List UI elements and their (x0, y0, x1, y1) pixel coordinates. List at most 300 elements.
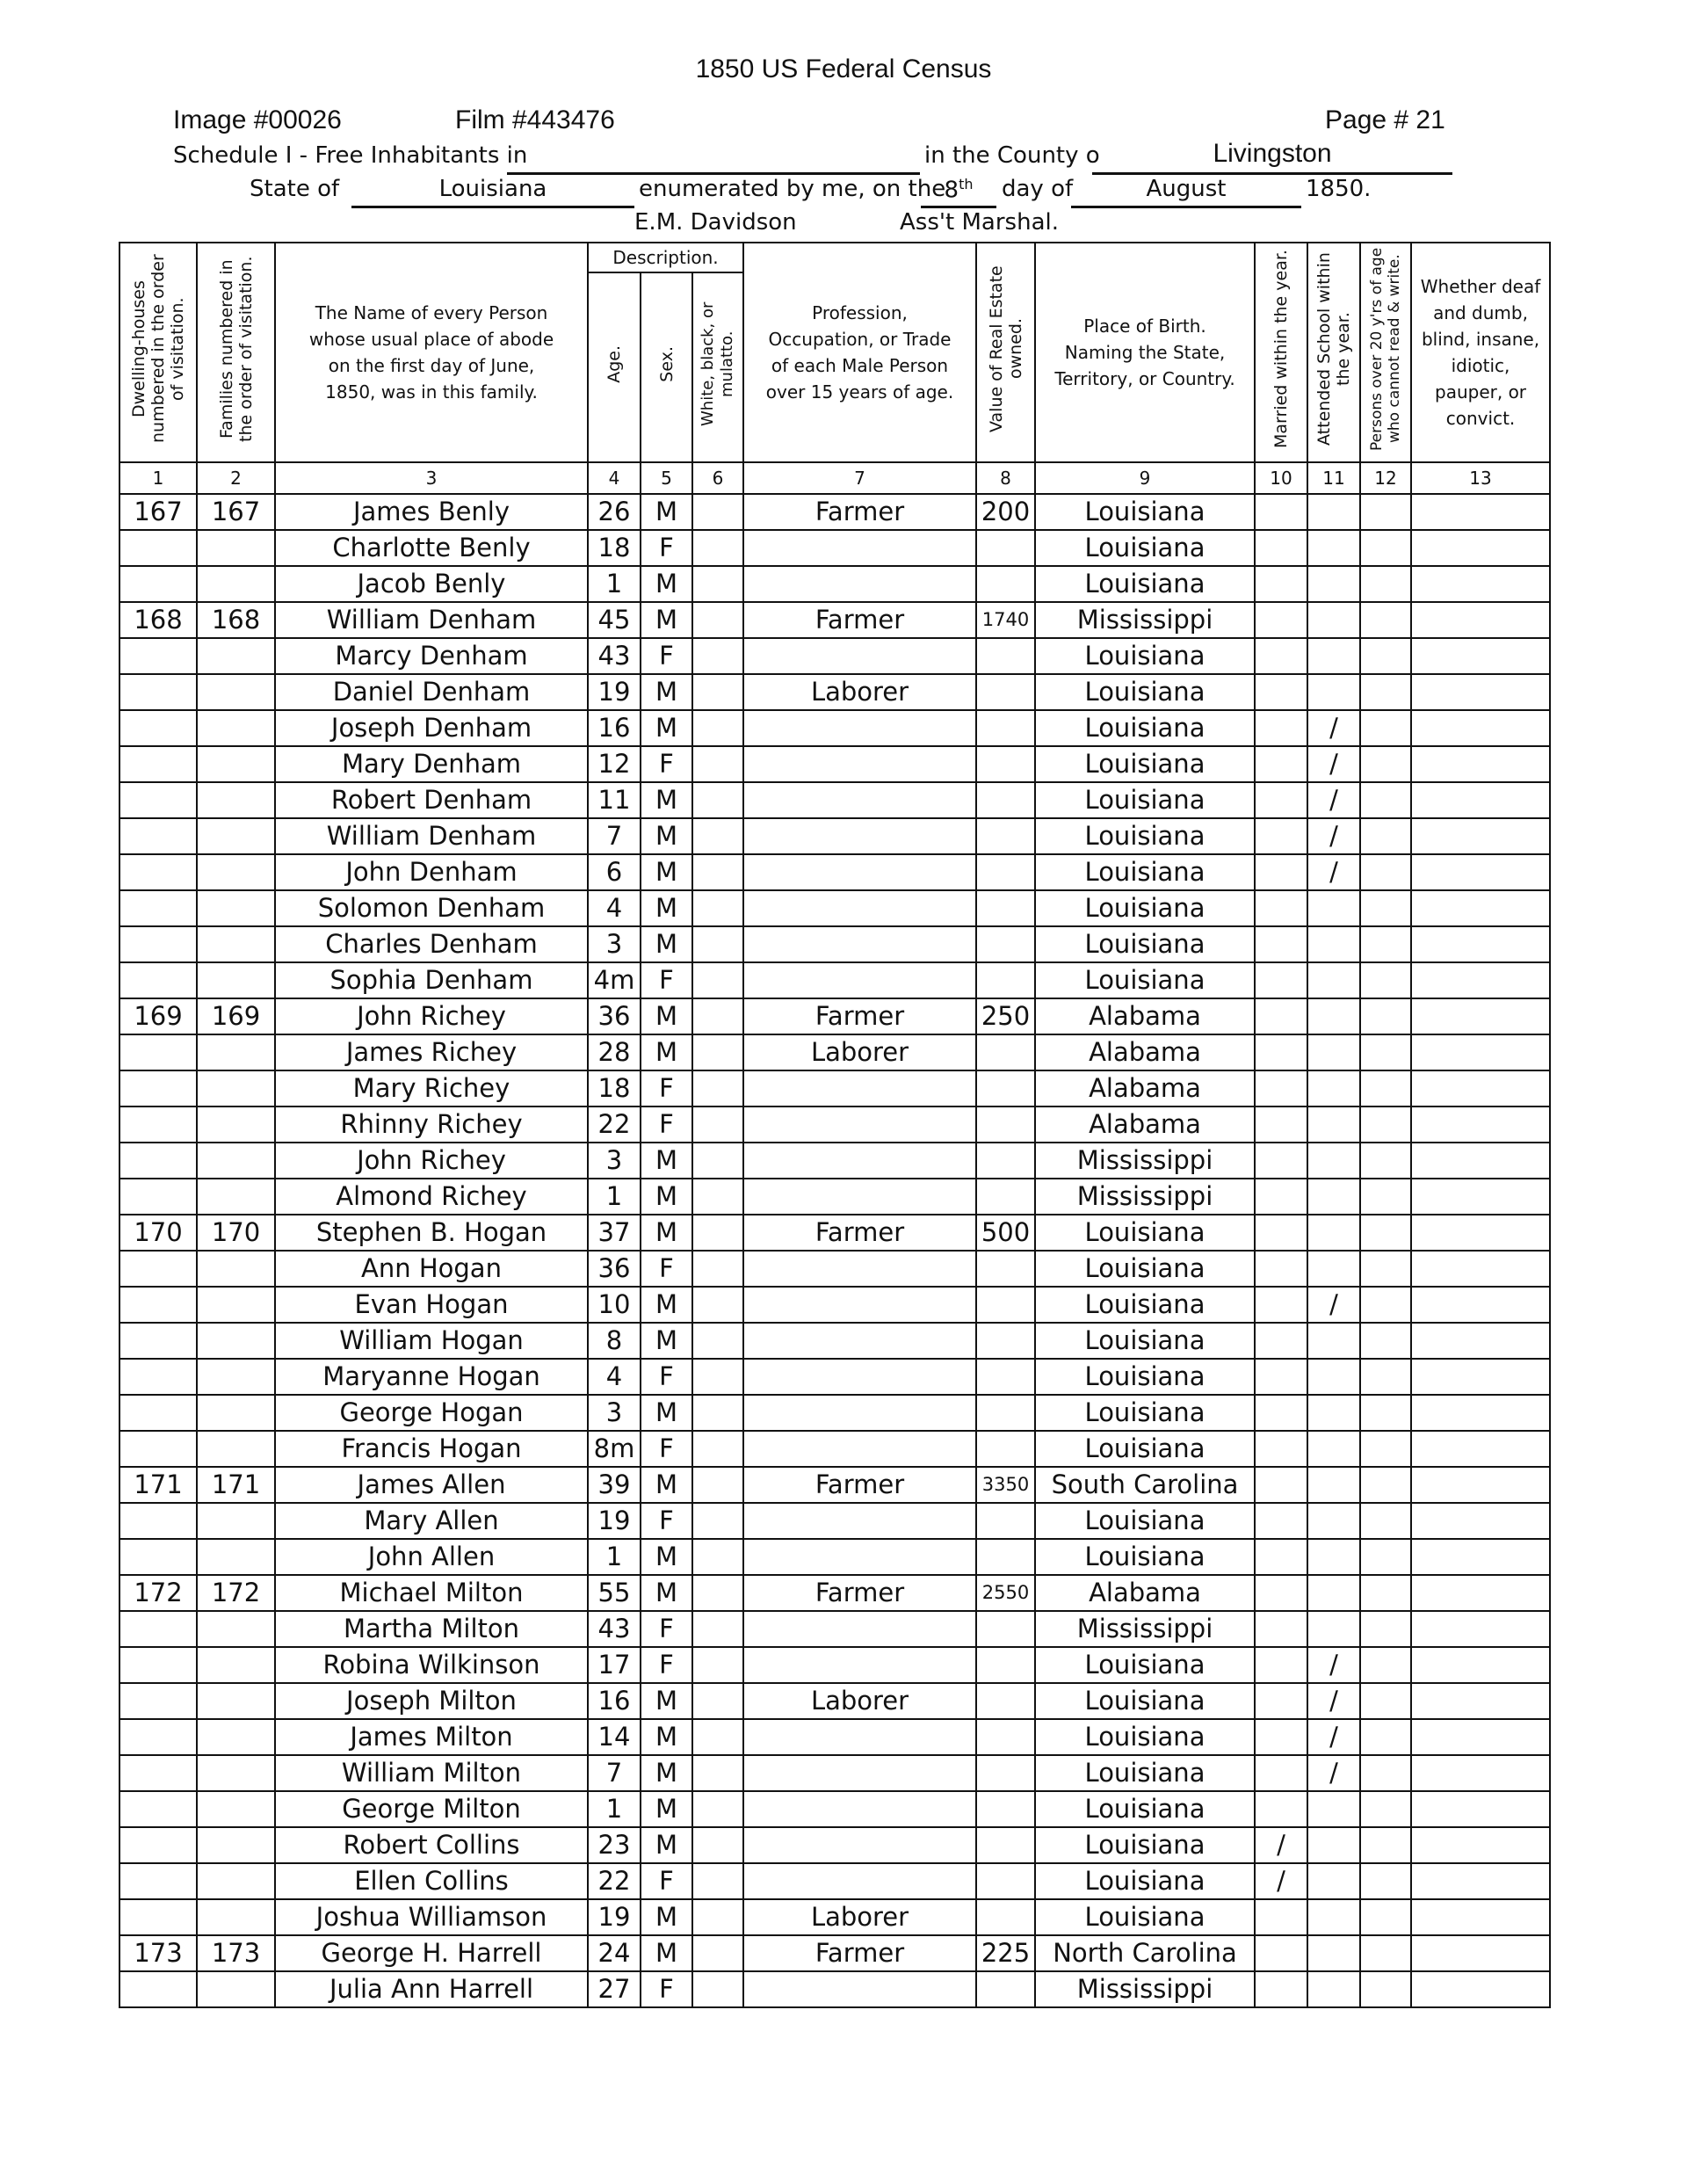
dwelling-number (119, 1251, 197, 1287)
person-color (692, 1431, 743, 1467)
family-number: 170 (197, 1215, 275, 1251)
dwelling-number (119, 1143, 197, 1179)
birthplace: Mississippi (1035, 1179, 1255, 1215)
dwelling-number (119, 1359, 197, 1395)
dwelling-number (119, 962, 197, 998)
married-mark (1255, 854, 1307, 890)
infirmity-cell (1411, 602, 1550, 638)
family-number (197, 1971, 275, 2007)
illiterate-mark (1360, 1575, 1411, 1611)
school-mark (1307, 1034, 1360, 1070)
infirmity-cell (1411, 1287, 1550, 1323)
person-age: 37 (588, 1215, 641, 1251)
illiterate-mark (1360, 1179, 1411, 1215)
person-name: John Denham (275, 854, 588, 890)
real-estate-value: 225 (976, 1935, 1035, 1971)
person-age: 19 (588, 1503, 641, 1539)
family-number (197, 1287, 275, 1323)
person-occupation (743, 1359, 976, 1395)
person-occupation (743, 1431, 976, 1467)
school-mark (1307, 602, 1360, 638)
birthplace: Louisiana (1035, 674, 1255, 710)
infirmity-cell (1411, 1251, 1550, 1287)
school-mark: / (1307, 710, 1360, 746)
person-occupation: Farmer (743, 602, 976, 638)
real-estate-value (976, 782, 1035, 818)
table-row (119, 674, 1550, 710)
school-mark (1307, 962, 1360, 998)
illiterate-mark (1360, 1359, 1411, 1395)
married-mark (1255, 782, 1307, 818)
infirmity-cell (1411, 890, 1550, 926)
family-number (197, 1395, 275, 1431)
person-occupation (743, 1611, 976, 1647)
school-mark (1307, 1503, 1360, 1539)
film-number: Film #443476 (455, 105, 615, 134)
infirmity-cell (1411, 1179, 1550, 1215)
illiterate-mark (1360, 1034, 1411, 1070)
person-age: 26 (588, 494, 641, 530)
person-age: 1 (588, 1179, 641, 1215)
person-occupation (743, 1827, 976, 1863)
table-row (119, 494, 1550, 530)
person-color (692, 602, 743, 638)
school-mark (1307, 1539, 1360, 1575)
family-number: 169 (197, 998, 275, 1034)
person-age: 27 (588, 1971, 641, 2007)
dwelling-number (119, 530, 197, 566)
person-age: 16 (588, 710, 641, 746)
person-color (692, 1719, 743, 1755)
person-color (692, 1971, 743, 2007)
table-row (119, 602, 1550, 638)
person-name: Marcy Denham (275, 638, 588, 674)
married-mark (1255, 1323, 1307, 1359)
table-row (119, 1359, 1550, 1395)
person-name: William Denham (275, 818, 588, 854)
person-age: 14 (588, 1719, 641, 1755)
family-number (197, 1863, 275, 1899)
person-occupation (743, 1287, 976, 1323)
person-age: 7 (588, 1755, 641, 1791)
person-sex: F (641, 1070, 692, 1107)
table-row (119, 1575, 1550, 1611)
person-color (692, 1863, 743, 1899)
header-description: Description. (588, 243, 743, 272)
person-color (692, 1395, 743, 1431)
person-age: 1 (588, 1791, 641, 1827)
schedule-label: Schedule I - Free Inhabitants in (173, 142, 528, 169)
married-mark (1255, 1539, 1307, 1575)
state-underline (351, 206, 634, 208)
married-mark (1255, 746, 1307, 782)
dwelling-number (119, 566, 197, 602)
birthplace: Alabama (1035, 998, 1255, 1034)
illiterate-mark (1360, 854, 1411, 890)
table-row (119, 926, 1550, 962)
married-mark (1255, 1215, 1307, 1251)
person-sex: M (641, 1395, 692, 1431)
real-estate-value (976, 1971, 1035, 2007)
person-color (692, 710, 743, 746)
table-row (119, 854, 1550, 890)
header-age: Age. (588, 272, 641, 462)
person-name: James Allen (275, 1467, 588, 1503)
person-color (692, 890, 743, 926)
census-table (119, 242, 1551, 2008)
school-mark (1307, 1215, 1360, 1251)
person-color (692, 530, 743, 566)
real-estate-value: 1740 (976, 602, 1035, 638)
person-name: Ellen Collins (275, 1863, 588, 1899)
illiterate-mark (1360, 1791, 1411, 1827)
person-occupation: Laborer (743, 1899, 976, 1935)
column-number: 9 (1035, 462, 1255, 494)
person-color (692, 1899, 743, 1935)
document-title: 1850 US Federal Census (695, 54, 992, 83)
real-estate-value (976, 1503, 1035, 1539)
dwelling-number (119, 926, 197, 962)
family-number (197, 782, 275, 818)
married-mark (1255, 1935, 1307, 1971)
birthplace: Louisiana (1035, 1431, 1255, 1467)
school-mark (1307, 1827, 1360, 1863)
person-name: Michael Milton (275, 1575, 588, 1611)
birthplace: North Carolina (1035, 1935, 1255, 1971)
illiterate-mark (1360, 1719, 1411, 1755)
birthplace: Louisiana (1035, 1719, 1255, 1755)
person-name: Robina Wilkinson (275, 1647, 588, 1683)
year-label: 1850. (1306, 176, 1372, 202)
person-occupation (743, 1107, 976, 1143)
illiterate-mark (1360, 926, 1411, 962)
real-estate-value: 200 (976, 494, 1035, 530)
infirmity-cell (1411, 1719, 1550, 1755)
infirmity-cell (1411, 1899, 1550, 1935)
person-sex: M (641, 1287, 692, 1323)
person-name: George Hogan (275, 1395, 588, 1431)
person-sex: F (641, 1503, 692, 1539)
married-mark (1255, 1034, 1307, 1070)
married-mark (1255, 1431, 1307, 1467)
person-age: 39 (588, 1467, 641, 1503)
person-sex: M (641, 1899, 692, 1935)
person-age: 19 (588, 674, 641, 710)
person-age: 18 (588, 1070, 641, 1107)
birthplace: Alabama (1035, 1070, 1255, 1107)
dwelling-number: 169 (119, 998, 197, 1034)
birthplace: Louisiana (1035, 1323, 1255, 1359)
illiterate-mark (1360, 1431, 1411, 1467)
person-age: 23 (588, 1827, 641, 1863)
dwelling-number: 168 (119, 602, 197, 638)
person-age: 4 (588, 890, 641, 926)
person-sex: M (641, 890, 692, 926)
county-value: Livingston (1213, 139, 1332, 168)
married-mark (1255, 1503, 1307, 1539)
person-sex: F (641, 1251, 692, 1287)
school-mark (1307, 674, 1360, 710)
birthplace: Louisiana (1035, 854, 1255, 890)
dwelling-number (119, 1683, 197, 1719)
dwelling-number (119, 890, 197, 926)
person-sex: M (641, 782, 692, 818)
family-number (197, 746, 275, 782)
person-sex: M (641, 1755, 692, 1791)
infirmity-cell (1411, 1215, 1550, 1251)
real-estate-value (976, 746, 1035, 782)
school-mark (1307, 998, 1360, 1034)
illiterate-mark (1360, 638, 1411, 674)
person-occupation (743, 1755, 976, 1791)
person-color (692, 1143, 743, 1179)
illiterate-mark (1360, 818, 1411, 854)
dwelling-number (119, 1503, 197, 1539)
school-mark: / (1307, 854, 1360, 890)
family-number (197, 962, 275, 998)
person-color (692, 1323, 743, 1359)
header-family: Families numbered in the order of visitation. (197, 243, 275, 462)
school-mark (1307, 1251, 1360, 1287)
family-number (197, 1755, 275, 1791)
married-mark (1255, 1791, 1307, 1827)
illiterate-mark (1360, 1827, 1411, 1863)
illiterate-mark (1360, 1287, 1411, 1323)
township-blank (507, 172, 920, 175)
month-underline (1071, 206, 1301, 208)
infirmity-cell (1411, 1971, 1550, 2007)
person-name: James Benly (275, 494, 588, 530)
person-occupation (743, 1863, 976, 1899)
married-mark (1255, 1467, 1307, 1503)
family-number (197, 1719, 275, 1755)
illiterate-mark (1360, 782, 1411, 818)
birthplace: Louisiana (1035, 926, 1255, 962)
person-sex: M (641, 1683, 692, 1719)
dwelling-number (119, 746, 197, 782)
dwelling-number (119, 818, 197, 854)
person-color (692, 1647, 743, 1683)
infirmity-cell (1411, 1827, 1550, 1863)
school-mark: / (1307, 818, 1360, 854)
school-mark: / (1307, 746, 1360, 782)
person-sex: F (641, 962, 692, 998)
person-occupation (743, 530, 976, 566)
dwelling-number (119, 782, 197, 818)
person-sex: F (641, 746, 692, 782)
person-occupation: Farmer (743, 494, 976, 530)
school-mark (1307, 1899, 1360, 1935)
birthplace: Louisiana (1035, 638, 1255, 674)
dwelling-number (119, 1791, 197, 1827)
person-age: 22 (588, 1863, 641, 1899)
married-mark (1255, 1070, 1307, 1107)
person-sex: M (641, 1467, 692, 1503)
person-sex: M (641, 1034, 692, 1070)
married-mark (1255, 1575, 1307, 1611)
infirmity-cell (1411, 782, 1550, 818)
table-row (119, 1107, 1550, 1143)
person-name: James Milton (275, 1719, 588, 1755)
enumerated-label: enumerated by me, on the (639, 176, 946, 202)
person-occupation (743, 1251, 976, 1287)
birthplace: Louisiana (1035, 782, 1255, 818)
school-mark: / (1307, 1647, 1360, 1683)
table-row (119, 1431, 1550, 1467)
married-mark (1255, 566, 1307, 602)
dwelling-number (119, 1611, 197, 1647)
school-mark (1307, 1107, 1360, 1143)
header-school: Attended School within the year. (1307, 243, 1360, 462)
infirmity-cell (1411, 710, 1550, 746)
married-mark: / (1255, 1827, 1307, 1863)
family-number (197, 1070, 275, 1107)
real-estate-value (976, 926, 1035, 962)
person-sex: F (641, 1359, 692, 1395)
real-estate-value (976, 962, 1035, 998)
person-age: 43 (588, 1611, 641, 1647)
married-mark (1255, 674, 1307, 710)
married-mark (1255, 1719, 1307, 1755)
dwelling-number (119, 1539, 197, 1575)
school-mark: / (1307, 1719, 1360, 1755)
person-color (692, 674, 743, 710)
birthplace: Alabama (1035, 1575, 1255, 1611)
real-estate-value (976, 638, 1035, 674)
person-color (692, 962, 743, 998)
person-sex: M (641, 674, 692, 710)
infirmity-cell (1411, 1575, 1550, 1611)
header-real-estate: Value of Real Estate owned. (976, 243, 1035, 462)
family-number (197, 674, 275, 710)
infirmity-cell (1411, 746, 1550, 782)
real-estate-value (976, 1287, 1035, 1323)
table-row (119, 1287, 1550, 1323)
infirmity-cell (1411, 1070, 1550, 1107)
infirmity-cell (1411, 1034, 1550, 1070)
person-name: John Allen (275, 1539, 588, 1575)
person-age: 24 (588, 1935, 641, 1971)
family-number (197, 1503, 275, 1539)
school-mark: / (1307, 1683, 1360, 1719)
infirmity-cell (1411, 998, 1550, 1034)
person-occupation: Laborer (743, 1683, 976, 1719)
real-estate-value (976, 1070, 1035, 1107)
illiterate-mark (1360, 494, 1411, 530)
school-mark (1307, 890, 1360, 926)
person-name: William Denham (275, 602, 588, 638)
person-name: Joshua Williamson (275, 1899, 588, 1935)
person-sex: F (641, 530, 692, 566)
dwelling-number (119, 1719, 197, 1755)
married-mark (1255, 1179, 1307, 1215)
column-number: 8 (976, 462, 1035, 494)
infirmity-cell (1411, 1395, 1550, 1431)
person-age: 10 (588, 1287, 641, 1323)
real-estate-value (976, 890, 1035, 926)
person-name: Joseph Milton (275, 1683, 588, 1719)
person-age: 22 (588, 1107, 641, 1143)
person-color (692, 1935, 743, 1971)
person-color (692, 854, 743, 890)
person-sex: M (641, 1935, 692, 1971)
person-age: 43 (588, 638, 641, 674)
real-estate-value (976, 1359, 1035, 1395)
person-age: 28 (588, 1034, 641, 1070)
month-value: August (1146, 176, 1227, 202)
dwelling-number (119, 1070, 197, 1107)
married-mark (1255, 1683, 1307, 1719)
person-name: Jacob Benly (275, 566, 588, 602)
school-mark (1307, 530, 1360, 566)
table-row (119, 1503, 1550, 1539)
person-age: 36 (588, 998, 641, 1034)
family-number (197, 1791, 275, 1827)
married-mark (1255, 494, 1307, 530)
table-row (119, 1034, 1550, 1070)
person-age: 8m (588, 1431, 641, 1467)
school-mark (1307, 1791, 1360, 1827)
table-row (119, 1899, 1550, 1935)
real-estate-value (976, 566, 1035, 602)
married-mark (1255, 602, 1307, 638)
real-estate-value (976, 1755, 1035, 1791)
person-sex: M (641, 566, 692, 602)
person-sex: F (641, 1971, 692, 2007)
person-occupation (743, 1179, 976, 1215)
birthplace: Louisiana (1035, 1215, 1255, 1251)
illiterate-mark (1360, 1899, 1411, 1935)
birthplace: Louisiana (1035, 1395, 1255, 1431)
person-name: William Hogan (275, 1323, 588, 1359)
person-occupation (743, 926, 976, 962)
school-mark (1307, 1971, 1360, 2007)
birthplace: Mississippi (1035, 1971, 1255, 2007)
illiterate-mark (1360, 1755, 1411, 1791)
person-sex: M (641, 1575, 692, 1611)
school-mark (1307, 1575, 1360, 1611)
person-age: 45 (588, 602, 641, 638)
illiterate-mark (1360, 1611, 1411, 1647)
infirmity-cell (1411, 1143, 1550, 1179)
person-color (692, 1575, 743, 1611)
day-underline (921, 206, 996, 208)
family-number (197, 566, 275, 602)
illiterate-mark (1360, 1971, 1411, 2007)
person-age: 55 (588, 1575, 641, 1611)
person-sex: M (641, 1791, 692, 1827)
person-sex: M (641, 1827, 692, 1863)
person-color (692, 1359, 743, 1395)
school-mark (1307, 1863, 1360, 1899)
person-sex: M (641, 602, 692, 638)
birthplace: Louisiana (1035, 746, 1255, 782)
person-name: Charlotte Benly (275, 530, 588, 566)
person-sex: M (641, 1179, 692, 1215)
school-mark: / (1307, 782, 1360, 818)
table-row (119, 1971, 1550, 2007)
person-occupation (743, 746, 976, 782)
birthplace: Louisiana (1035, 566, 1255, 602)
married-mark (1255, 1611, 1307, 1647)
table-row (119, 1251, 1550, 1287)
table-row (119, 1827, 1550, 1863)
header-infirmity: Whether deaf and dumb, blind, insane, idiotic, pauper, or convict. (1411, 243, 1550, 462)
column-number: 2 (197, 462, 275, 494)
birthplace: Alabama (1035, 1107, 1255, 1143)
table-row (119, 1395, 1550, 1431)
person-age: 3 (588, 1395, 641, 1431)
